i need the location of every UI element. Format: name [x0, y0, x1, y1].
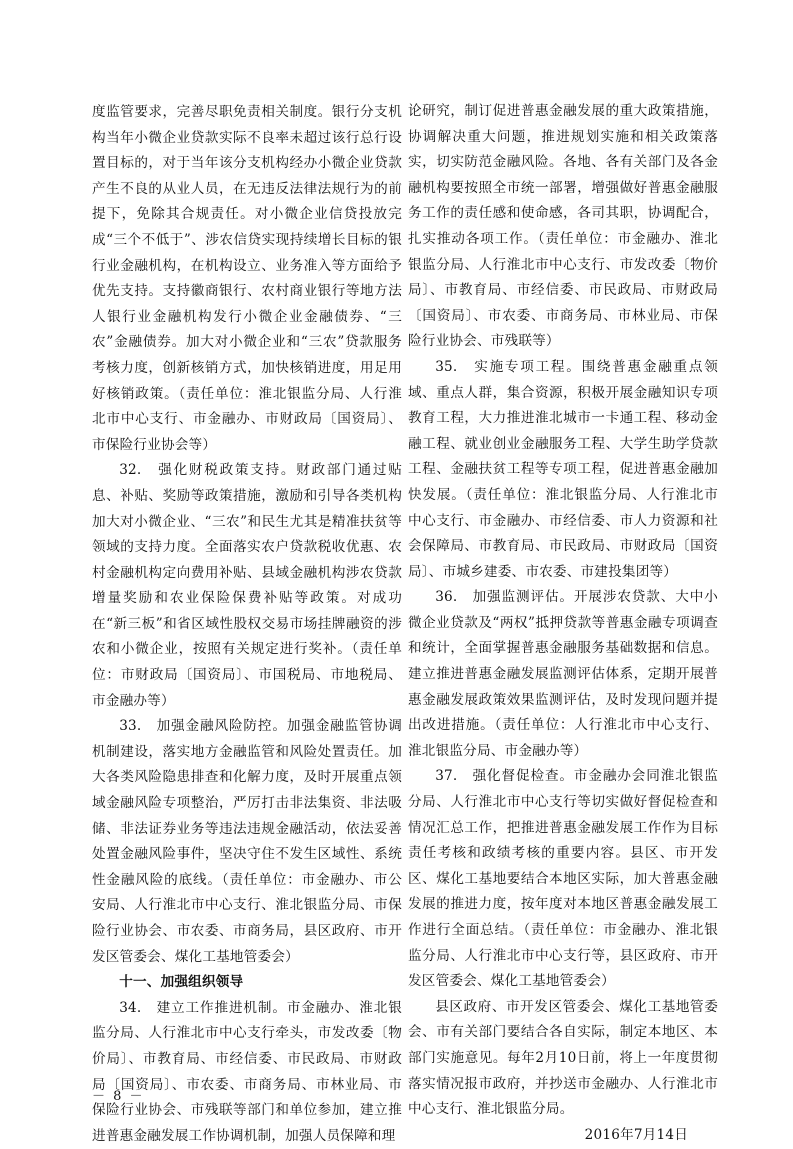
paragraph: 度监管要求，完善尽职免责相关制度。银行分支机构当年小微企业贷款实际不良率未超过该行总行设置目标的，对于当年该分支机构经办小微企业贷款产生不良的从业人员，在无违反法律法规行为的前提下，免除其合规责任。对小微企业信贷投放完成“三个不低于”、涉农信贷实现持续增长目标的银行业金融机构，在机构设立、业务准入等方面给予优先支持。支持徽商银行、农村商业银行等地方法人银行业金融机构发行小微企业金融债券、“三农”金融债券。加大对小微企业和“三农”贷款服务考核力度，创新核销方式，加快核销进度，用足用好核销政策。（责任单位：淮北银监分局、人行淮北市中心支行、市金融办、市财政局〔国资局〕、市保险行业协会等）: [92, 104, 402, 453]
item-37: 37. 强化督促检查。市金融办会同淮北银监分局、人行淮北市中心支行等切实做好督促检查和情况汇总工作，把推进普惠金融发展工作作为目标责任考核和政绩考核的重要内容。县区、市开发区、煤化工基地要结合本地区实际，加大普惠金融发展的推进力度，按年度对本地区普惠金融发展工作进行全面总结。（责任单位：市金融办、淮北银监分局、人行淮北市中心支行等，县区政府、市开发区管委会、煤化工基地管委会）: [408, 768, 718, 990]
item-35: 35. 实施专项工程。围绕普惠金融重点领域、重点人群，集合资源，积极开展金融知识专项教育工程，大力推进淮北城市一卡通工程、移动金融工程、就业创业金融服务工程、大学生助学贷款工程、金融扶贫工程等专项工程，促进普惠金融加快发展。（责任单位：淮北银监分局、人行淮北市中心支行、市金融办、市经信委、市人力资源和社会保障局、市教育局、市民政局、市财政局〔国资局〕、市城乡建委、市农委、市建投集团等）: [408, 358, 718, 580]
left-column: [92, 100, 402, 1149]
item-33: 33. 加强金融风险防控。加强金融监管协调机制建设，落实地方金融监管和风险处置责任。加大各类风险隐患排查和化解力度，及时开展重点领域金融风险专项整治，严厉打击非法集资、非法吸储、非法证券业务等违法违规金融活动，依法妥善处置金融风险事件，坚决守住不发生区域性、系统性金融风险的底线。（责任单位：市金融办、市公安局、人行淮北市中心支行、淮北银监分局、市保险行业协会、市农委、市商务局，县区政府、市开发区管委会、煤化工基地管委会）: [92, 718, 402, 965]
closing-paragraph: 县区政府、市开发区管委会、煤化工基地管委会、市有关部门要结合各自实际，制定本地区、本部门实施意见。每年2月10日前，将上一年度贯彻落实情况报市政府，并抄送市金融办、人行淮北市中心支行、淮北银监分局。: [408, 998, 718, 1118]
paragraph: 论研究，制订促进普惠金融发展的重大政策措施，协调解决重大问题，推进规划实施和相关政策落实，切实防范金融风险。各地、各有关部门及各金融机构要按照全市统一部署，增强做好普惠金融服务工作的责任感和使命感，各司其职，协调配合，扎实推动各项工作。（责任单位：市金融办、淮北银监分局、人行淮北市中心支行、市发改委〔物价局〕、市教育局、市经信委、市民政局、市财政局〔国资局〕、市农委、市商务局、市林业局、市保险行业协会、市残联等）: [408, 103, 718, 350]
page-number: － 8 －: [92, 1089, 145, 1104]
document-date: 2016年7月14日: [584, 1126, 688, 1143]
right-column: [408, 99, 718, 1148]
section-heading: 十一、加强组织领导: [119, 974, 244, 991]
item-32: 32. 强化财税政策支持。财政部门通过贴息、补贴、奖励等政策措施，激励和引导各类机构加大对小微企业、“三农”和民生尤其是精准扶贫等领域的支持力度。全面落实农户贷款税收优惠、农村金融机构定向费用补贴、县域金融机构涉农贷款增量奖励和农业保险保费补贴等政策。对成功在“新三板”和省区域性股权交易市场挂牌融资的涉农和小微企业，按照有关规定进行奖补。（责任单位：市财政局〔国资局〕、市国税局、市地税局、市金融办等）: [92, 462, 402, 709]
item-34: 34. 建立工作推进机制。市金融办、淮北银监分局、人行淮北市中心支行牵头，市发改委〔物价局〕、市教育局、市经信委、市民政局、市财政局〔国资局〕、市农委、市商务局、市林业局、市保险行业协会、市残联等部门和单位参加，建立推进普惠金融发展工作协调机制，加强人员保障和理: [92, 999, 402, 1144]
item-36: 36. 加强监测评估。开展涉农贷款、大中小微企业贷款及“两权”抵押贷款等普惠金融专项调查和统计，全面掌握普惠金融服务基础数据和信息。建立推进普惠金融发展监测评估体系，定期开展普惠金融发展政策效果监测评估，及时发现问题并提出改进措施。（责任单位：人行淮北市中心支行、淮北银监分局、市金融办等）: [408, 589, 718, 759]
